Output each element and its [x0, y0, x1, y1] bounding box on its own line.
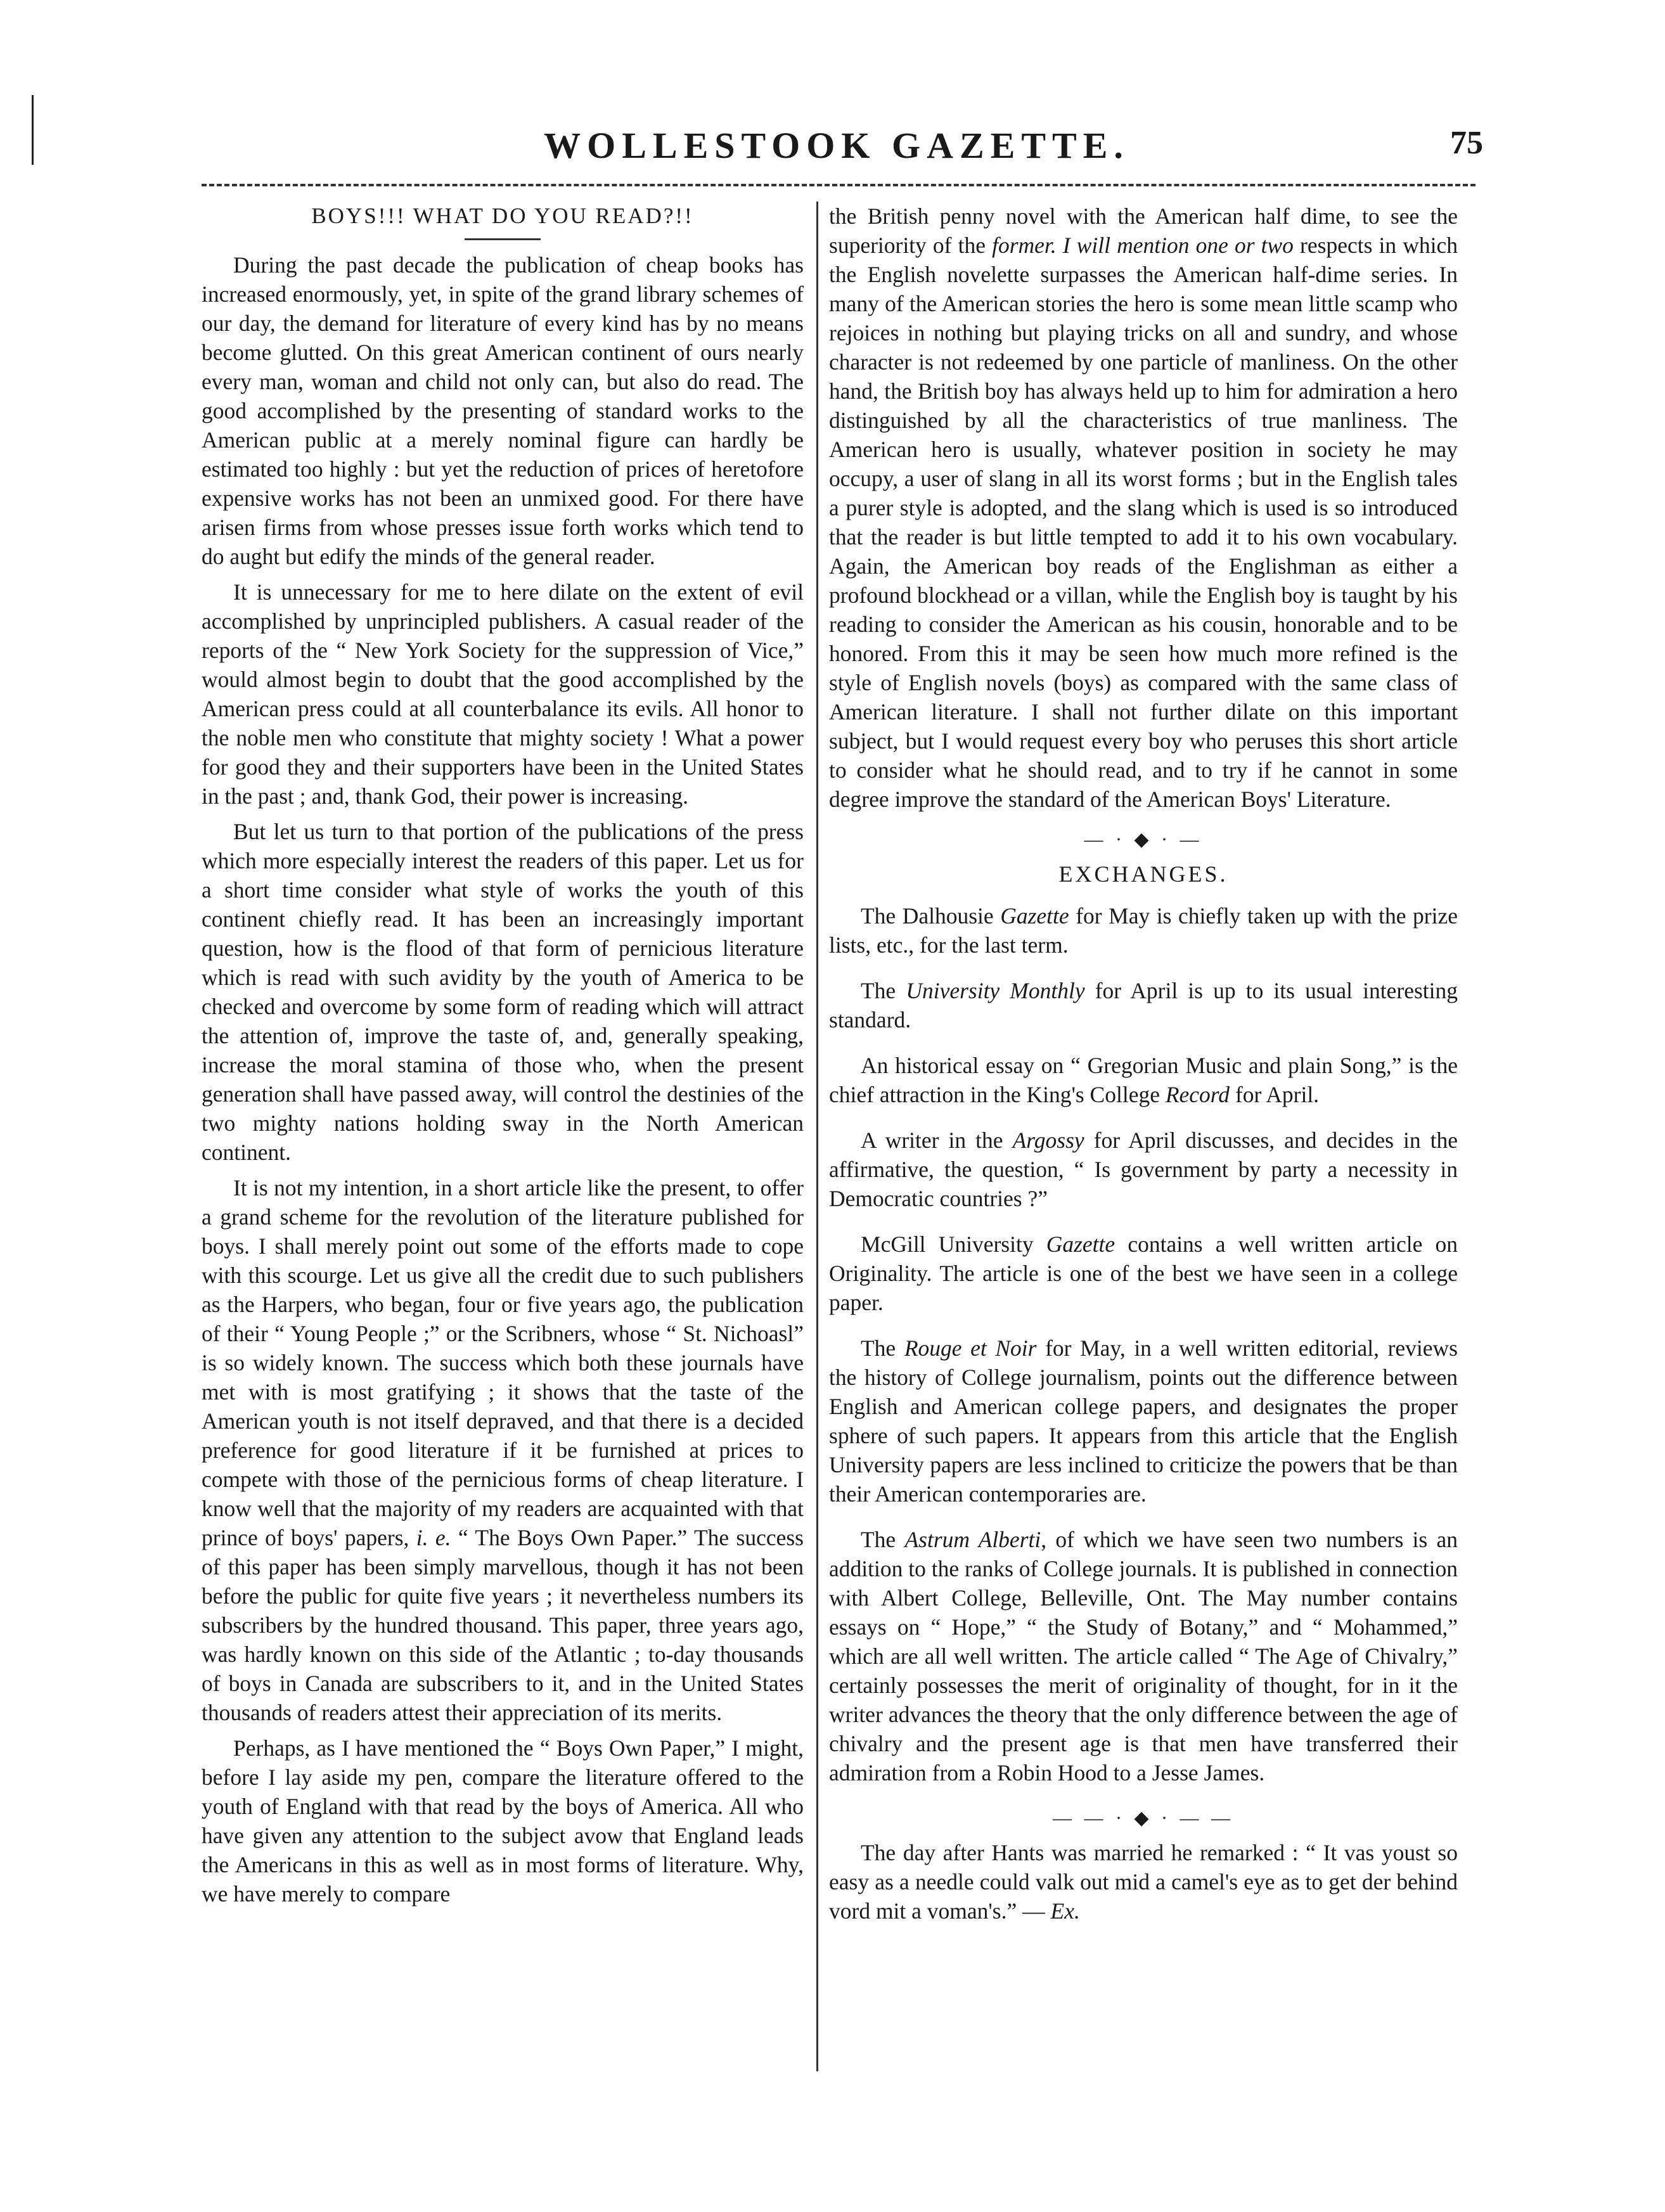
ornament-separator: — — · ◆ · — — [1052, 1808, 1235, 1829]
right-column [829, 202, 1458, 1942]
joke-text: The day after Hants was married he remarked : “ It vas youst so easy as a needle could valk out mid a camel's eye as to get der behind vord mit a voman's.” — [829, 1840, 1458, 1924]
exchange-item [829, 976, 1458, 1034]
exchange-italic: Record [1165, 1082, 1230, 1107]
header-rule [202, 184, 1475, 186]
paragraph-italic: i. e. [416, 1525, 451, 1550]
ornament-separator: — · ◆ · — [1084, 829, 1203, 850]
paragraph-text: “ The Boys Own Paper.” The success of this paper has been simply marvellous, though it has not been before the public for quite five years ; it nevertheless numbers its subscribers by the hundred thousand. This paper, three years ago, was hardly known on this side of the Atlantic ; to-day thousands of boys in Canada are subscribers to it, and in the United States thousands of readers attest their appreciation of its merits. [202, 1525, 804, 1725]
exchange-italic: University Monthly [906, 978, 1085, 1003]
exchange-text: for April discusses, and decides in the affirmative, the question, “ Is government by party a necessity in Democratic countries ?” [829, 1128, 1458, 1211]
exchange-italic: Gazette [1000, 903, 1069, 929]
exchange-item [829, 1126, 1458, 1213]
joke-source: Ex. [1050, 1898, 1080, 1924]
exchange-text: The Dalhousie [861, 903, 1001, 929]
article-paragraph [202, 1173, 804, 1727]
page-header [190, 124, 1483, 181]
paragraph-italic: former. I will mention one or two [992, 233, 1294, 258]
exchange-text: An historical essay on “ Gregorian Music and plain Song,” is the chief attraction in the King's College [829, 1053, 1458, 1107]
exchange-text: , of which we have seen two numbers is an addition to the ranks of College journals. It is published in connection with Albert College, Belleville, Ont. The May number contains essays on “ Hope,” “ the Study of Botany,” and “ Mohammed,” which are all well written. The article called “ The Age of Chivalry,” certainly possesses the merit of originality of thought, for in it the writer advances the theory that the only difference between the age of chivalry and the present age is that men have transferred their admiration from a Robin Hood to a Jesse James. [829, 1527, 1458, 1785]
exchange-item [829, 1334, 1458, 1508]
title-rule [465, 238, 541, 240]
masthead: WOLLESTOOK GAZETTE. [544, 125, 1129, 166]
exchange-item [829, 1230, 1458, 1317]
exchange-text: for May, in a well written editorial, reviews the history of College journalism, points out the difference between English and American college papers, and designates the proper sphere of such papers. It appears from this article that the English University papers are less inclined to criticize the powers that be than their American contemporaries are. [829, 1335, 1458, 1507]
exchange-text: The [861, 978, 906, 1003]
column-divider [816, 202, 818, 2071]
article-paragraph: But let us turn to that portion of the publications of the press which more especially interest the readers of this paper. Let us for a short time consider what style of works the youth of this continent chiefly read. It has been an increasingly important question, how is the flood of that form of pernicious literature which is read with such avidity by the youth of America to be checked and overcome by some form of reading which will attract the attention of, improve the taste of, and, generally speaking, increase the moral stamina of those who, when the present generation shall have passed away, will control the destinies of the two mighty nations holding sway in the North American continent. [202, 819, 804, 1165]
article-paragraph: During the past decade the publication of cheap books has increased enormously, yet, in spite of the grand library schemes of our day, the demand for literature of every kind has by no means become glutted. On this great American continent of ours nearly every man, woman and child not only can, but also do read. The good accomplished by the presenting of standard works to the American public at a merely nominal figure can hardly be estimated too highly : but yet the reduction of prices of heretofore expensive works has not been an unmixed good. For there have arisen firms from whose presses issue forth works which tend to do aught but edify the minds of the general reader. [202, 252, 804, 569]
exchange-text: McGill University [861, 1231, 1046, 1257]
article-paragraph: Perhaps, as I have mentioned the “ Boys Own Paper,” I might, before I lay aside my pen, compare the literature offered to the youth of England with that read by the boys of America. All who have given any attention to the subject avow that England leads the Americans in this as well as in most forms of literature. Why, we have merely to compare [202, 1735, 804, 1907]
left-column [202, 202, 804, 1915]
exchange-item [829, 901, 1458, 960]
paragraph-text: the British penny novel with the American half dime, to see the superiority of the [829, 203, 1458, 258]
article-title: BOYS!!! WHAT DO YOU READ?!! [311, 203, 694, 228]
exchange-item [829, 1525, 1458, 1787]
joke-item [829, 1838, 1458, 1926]
exchange-italic: Gazette [1046, 1231, 1115, 1257]
exchange-text: for April. [1230, 1082, 1320, 1107]
exchange-italic: Astrum Alberti [904, 1527, 1041, 1552]
article-continuation [829, 202, 1458, 814]
exchange-text: A writer in the [861, 1128, 1013, 1153]
exchange-text: for April is up to its usual interesting standard. [829, 978, 1458, 1032]
exchanges-title: EXCHANGES. [1058, 861, 1228, 887]
page-number: 75 [1450, 125, 1483, 161]
exchange-text: The [861, 1335, 904, 1361]
paragraph-text: It is not my intention, in a short article like the present, to offer a grand scheme for the revolution of the literature published for boys. I shall merely point out some of the efforts made to cope with this scourge. Let us give all the credit due to such publishers as the Harpers, who began, four or five years ago, the publication of their “ Young People ;” or the Scribners, whose “ St. Nichoasl” is so widely known. The success which both these journals have met with is most gratifying ; it shows that the taste of the American youth is not itself depraved, and that there is a decided preference for good literature if it be furnished at prices to compete with those of the pernicious forms of cheap literature. I know well that the majority of my readers are acquainted with that prince of boys' papers, [202, 1175, 804, 1550]
exchange-italic: Rouge et Noir [904, 1335, 1037, 1361]
paragraph-text: respects in which the English novelette surpasses the American half-dime series. In many of the American stories the hero is some mean little scamp who rejoices in nothing but playing tricks on all and sundry, and whose character is not redeemed by one particle of manliness. On the other hand, the British boy has always held up to him for admiration a hero distinguished by all the characteristics of true manliness. The American hero is usually, whatever position in society he may occupy, a user of slang in all its worst forms ; but in the English tales a purer style is adopted, and the slang which is used is so introduced that the reader is but little tempted to add it to his own vocabulary. Again, the American boy reads of the Englishman as either a profound blockhead or a villan, while the English boy is taught by his reading to consider the American as his cousin, honorable and to be honored. From this it may be seen how much more refined is the style of English novels (boys) as compared with the same class of American literature. I shall not further dilate on this important subject, but I would request every boy who peruses this short article to consider what he should read, and to try if he cannot in some degree improve the standard of the American Boys' Literature. [829, 233, 1458, 812]
exchange-italic: Argossy [1012, 1128, 1084, 1153]
exchange-text: The [861, 1527, 905, 1552]
exchange-text: for May is chiefly taken up with the prize lists, etc., for the last term. [829, 903, 1458, 958]
scan-edge-mark [32, 95, 34, 165]
exchange-text: contains a well written article on Originality. The article is one of the best we have seen in a college paper. [829, 1231, 1458, 1315]
article-paragraph: It is unnecessary for me to here dilate on the extent of evil accomplished by unprincipled publishers. A casual reader of the reports of the “ New York Society for the suppression of Vice,” would almost begin to doubt that the good accomplished by the American press could at all counterbalance its evils. All honor to the noble men who constitute that mighty society ! What a power for good they and their supporters have been in the United States in the past ; and, thank God, their power is increasing. [202, 579, 804, 809]
exchange-item [829, 1051, 1458, 1109]
